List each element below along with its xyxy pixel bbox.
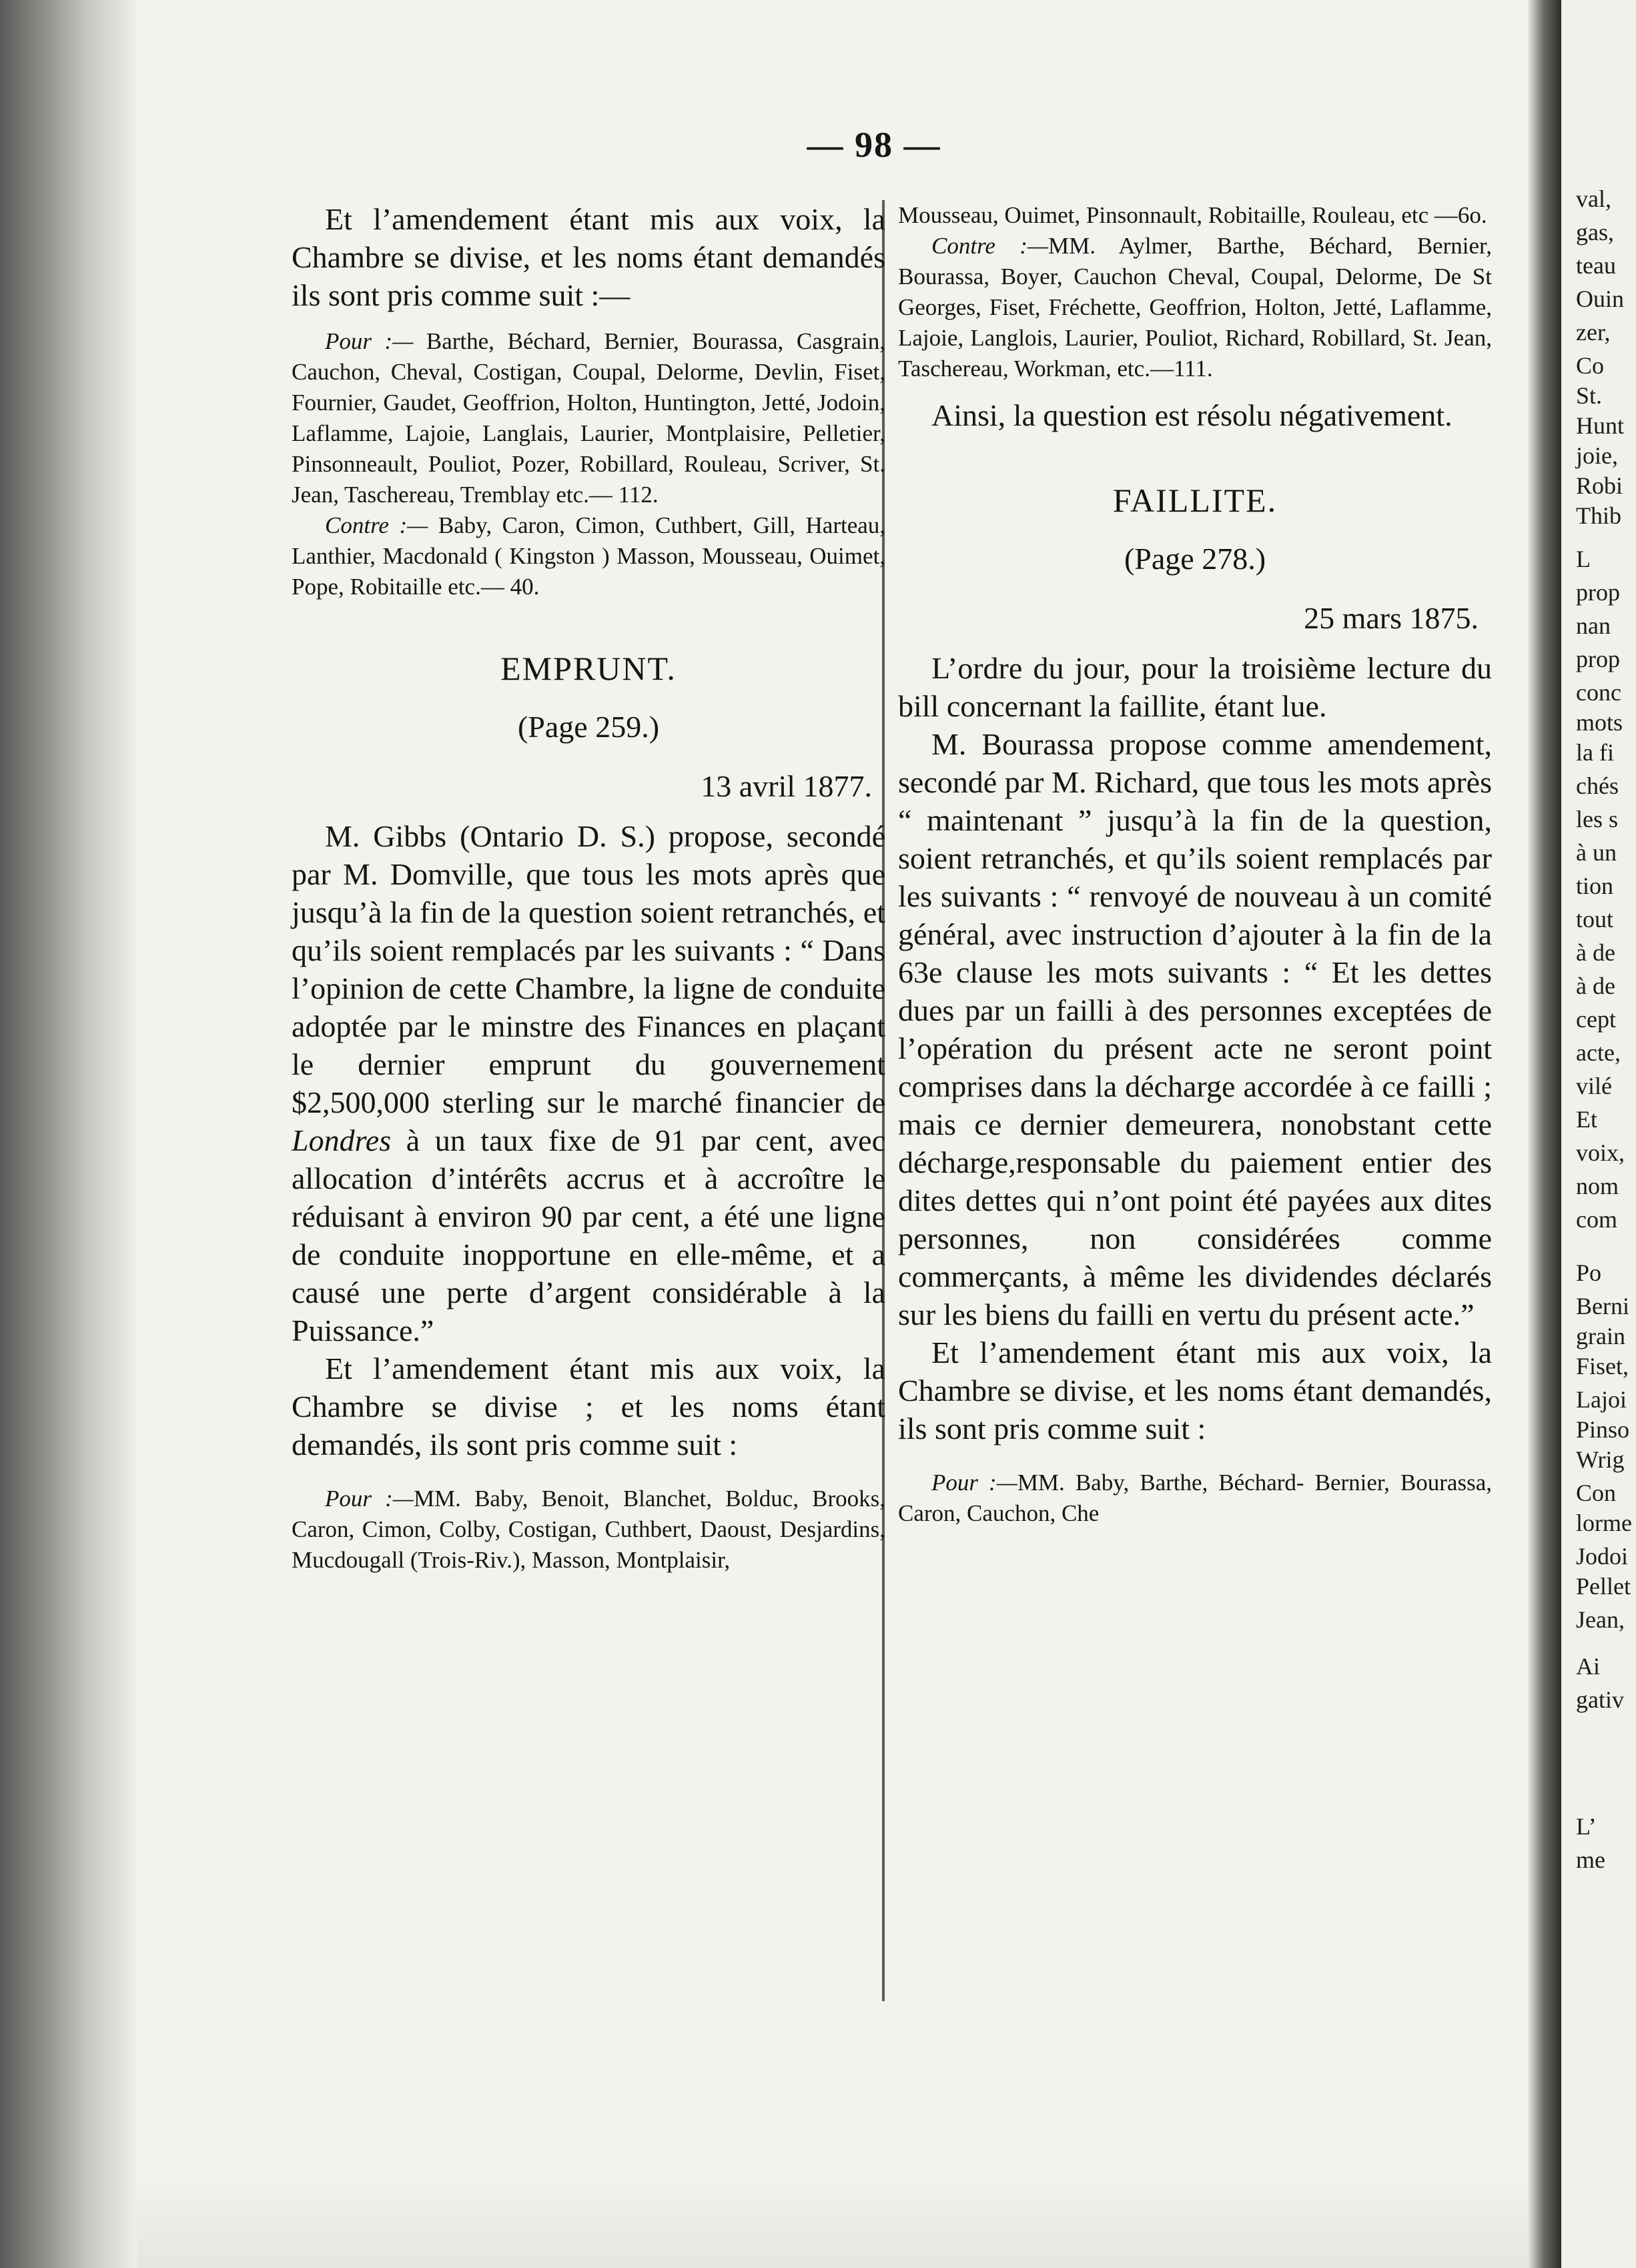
next-page-fragment: acte, xyxy=(1576,1039,1621,1066)
next-page-fragment: vilé xyxy=(1576,1073,1612,1099)
section-heading-faillite: FAILLITE. xyxy=(1112,482,1278,519)
next-page-fragment: Pinso xyxy=(1576,1416,1630,1443)
next-page-fragment: à de xyxy=(1576,939,1615,966)
next-page-fragment: nan xyxy=(1576,612,1611,639)
next-page-edge xyxy=(1561,0,1636,2268)
pour-label: Pour :— xyxy=(325,328,414,354)
next-page-fragment: tion xyxy=(1576,873,1614,899)
next-page-fragment: Hunt xyxy=(1576,412,1624,439)
pour-names-3: MM. Baby, Barthe, Béchard- Bernier, Bourassa, Caron, Cauchon, Che xyxy=(898,1470,1492,1526)
next-page-fragment: conc xyxy=(1576,679,1621,706)
next-page-fragment: à un xyxy=(1576,839,1617,866)
next-page-fragment: chés xyxy=(1576,772,1619,799)
next-page-fragment: me xyxy=(1576,1846,1605,1873)
vote-pour-list-2 xyxy=(292,1484,885,1576)
vote-continued-list: Mousseau, Ouimet, Pinsonnault, Robitaille, Rouleau, etc —6o. xyxy=(898,202,1487,228)
next-page-fragment: à de xyxy=(1576,973,1615,999)
next-page-fragment: Fiset, xyxy=(1576,1353,1629,1379)
next-page-fragment: la fi xyxy=(1576,739,1614,766)
next-page-fragment: Lajoi xyxy=(1576,1386,1627,1413)
next-page-fragment: teau xyxy=(1576,252,1616,279)
date-line-2: 25 mars 1875. xyxy=(1304,601,1479,635)
paragraph-result: Ainsi, la question est résolu négativement. xyxy=(931,398,1453,432)
next-page-fragment: nom xyxy=(1576,1173,1619,1199)
next-page-fragment: prop xyxy=(1576,646,1620,672)
next-page-fragment: Robi xyxy=(1576,472,1623,499)
book-gutter-shadow-right xyxy=(1528,0,1561,2268)
vote-pour-list xyxy=(292,326,885,510)
date-line: 13 avril 1877. xyxy=(701,769,872,803)
paragraph-vote-intro-2: Et l’amendement étant mis aux voix, la Chambre se divise ; et les noms étant demandés, ils sont pris comme suit : xyxy=(292,1351,885,1462)
motion-text-start: M. Gibbs (Ontario D. S.) propose, secondé par M. Domville, que tous les mots après que jusqu’à la fin de la question soient retranchés, et qu’ils soient remplacés par les suivants : “ Dans l’opinion de cette Chambre, la ligne de conduite adoptée par le minstre des Finances en plaçant le dernier emprunt du gouvernement $2,500,000 sterling sur le marché financier de xyxy=(292,819,885,1119)
contre-label-2: Contre :— xyxy=(931,233,1048,259)
motion-text-end: à un taux fixe de 91 par cent, avec allocation d’intérêts accrus et à accroître le réduisant à environ 90 par cent, a été une ligne de conduite inopportune en elle-même, et a causé une perte d’argent considérable à la Puissance.” xyxy=(292,1123,885,1347)
next-page-fragment: Ouin xyxy=(1576,286,1624,312)
next-page-fragment: joie, xyxy=(1576,442,1618,469)
motion-text-italic: Londres xyxy=(292,1123,392,1157)
next-page-fragment: Berni xyxy=(1576,1293,1629,1319)
page-reference: (Page 259.) xyxy=(517,710,660,744)
next-page-fragment: St. xyxy=(1576,382,1603,409)
next-page-fragment: com xyxy=(1576,1206,1617,1233)
page-number: — 98 — xyxy=(807,125,941,165)
paragraph-vote-intro: Et l’amendement étant mis aux voix, la Chambre se divise, et les noms étant demandés ils sont pris comme suit :— xyxy=(292,202,885,312)
next-page-fragment: cept xyxy=(1576,1006,1616,1033)
next-page-fragment: les s xyxy=(1576,806,1618,832)
pour-names: Barthe, Béchard, Bernier, Bourassa, Casgrain, Cauchon, Cheval, Costigan, Coupal, Delorme, Devlin, Fiset, Fournier, Gaudet, Geoffrion, Holton, Huntington, Jetté, Jodoin, Laflamme, Lajoie, Langlais, Laurier, Montplaisire, Pelletier, Pinsonneault, Pouliot, Pozer, Robillard, Rouleau, Scriver, St. Jean, Taschereau, Tremblay etc.— 112. xyxy=(292,328,886,508)
paragraph-order-of-day: L’ordre du jour, pour la troisième lecture du bill concernant la faillite, étant lue. xyxy=(898,651,1492,723)
next-page-fragment: Wrig xyxy=(1576,1446,1625,1473)
next-page-fragment: prop xyxy=(1576,579,1620,606)
contre-names: Baby, Caron, Cimon, Cuthbert, Gill, Harteau, Lanthier, Macdonald ( Kingston ) Masson, Mousseau, Ouimet, Pope, Robitaille etc.— 40. xyxy=(292,512,886,600)
right-column xyxy=(898,200,1492,1529)
pour-label-2: Pour :— xyxy=(325,1486,414,1512)
next-page-fragment: Po xyxy=(1576,1259,1602,1286)
paragraph-bourassa-motion: M. Bourassa propose comme amendement, secondé par M. Richard, que tous les mots après “ maintenant ” jusqu’à la fin de la question, soient retranchés, et qu’ils soient remplacés par les suivants : “ renvoyé de nouveau à un comité général, avec instruction d’ajouter à la fin de la 63e clause les mots suivants : “ Et les dettes dues par un failli à des personnes exceptées de l’opération du présent acte ne seront point comprises dans la décharge accordée à ce failli ; mais ce dernier demeurera, nonobstant cette décharge,responsable du paiement entier des dites dettes qui n’ont point été payées aux dites personnes, non considérées comme commerçants, à même les dividendes déclarés sur les biens du failli en vertu du présent acte.” xyxy=(898,727,1492,1331)
next-page-fragment: Et xyxy=(1576,1106,1597,1133)
next-page-fragment: Co xyxy=(1576,352,1605,379)
next-page-fragment: Con xyxy=(1576,1480,1617,1506)
left-column xyxy=(292,200,885,1576)
next-page-fragment: Jodoi xyxy=(1576,1543,1629,1570)
vote-contre-list-2 xyxy=(898,231,1492,384)
next-page-fragment: val, xyxy=(1576,185,1611,212)
section-heading-emprunt: EMPRUNT. xyxy=(500,650,677,687)
next-page-fragment: tout xyxy=(1576,906,1614,933)
next-page-fragment: L’ xyxy=(1576,1813,1597,1840)
next-page-fragment: gas, xyxy=(1576,219,1614,245)
next-page-fragment: L xyxy=(1576,546,1591,572)
next-page-fragment: mots xyxy=(1576,709,1623,736)
next-page-fragment: lorme xyxy=(1576,1510,1632,1536)
next-page-fragment: Ai xyxy=(1576,1653,1600,1680)
contre-label: Contre :— xyxy=(325,512,428,538)
next-page-fragment: Thib xyxy=(1576,502,1621,529)
next-page-fragment: Jean, xyxy=(1576,1606,1625,1633)
next-page-fragment: Pellet xyxy=(1576,1573,1631,1600)
next-page-fragment: grain xyxy=(1576,1323,1625,1349)
pour-label-3: Pour :— xyxy=(931,1470,1017,1496)
vote-pour-list-3 xyxy=(898,1468,1492,1529)
page-bottom-fade xyxy=(137,2175,1528,2268)
paragraph-gibbs-motion xyxy=(292,817,885,1349)
pour-names-2: MM. Baby, Benoit, Blanchet, Bolduc, Brooks, Caron, Cimon, Colby, Costigan, Cuthbert, Daoust, Desjardins, Mucdougall (Trois-Riv.), Masson, Montplaisir, xyxy=(292,1486,886,1573)
next-page-fragment: gativ xyxy=(1576,1686,1624,1713)
page-reference-2: (Page 278.) xyxy=(1124,542,1266,576)
paragraph-vote-intro-3: Et l’amendement étant mis aux voix, la Chambre se divise, et les noms étant demandés, ils sont pris comme suit : xyxy=(898,1335,1492,1446)
contre-names-2: MM. Aylmer, Barthe, Béchard, Bernier, Bourassa, Boyer, Cauchon Cheval, Coupal, Delorme, De St Georges, Fiset, Fréchette, Geoffrion, Holton, Jetté, Laflamme, Lajoie, Langlois, Laurier, Pouliot, Richard, Robillard, St. Jean, Taschereau, Workman, etc.—111. xyxy=(898,233,1492,382)
next-page-fragment: zer, xyxy=(1576,319,1611,346)
next-page-fragment: voix, xyxy=(1576,1139,1625,1166)
vote-contre-list xyxy=(292,510,885,602)
book-gutter-shadow-left xyxy=(0,0,137,2268)
